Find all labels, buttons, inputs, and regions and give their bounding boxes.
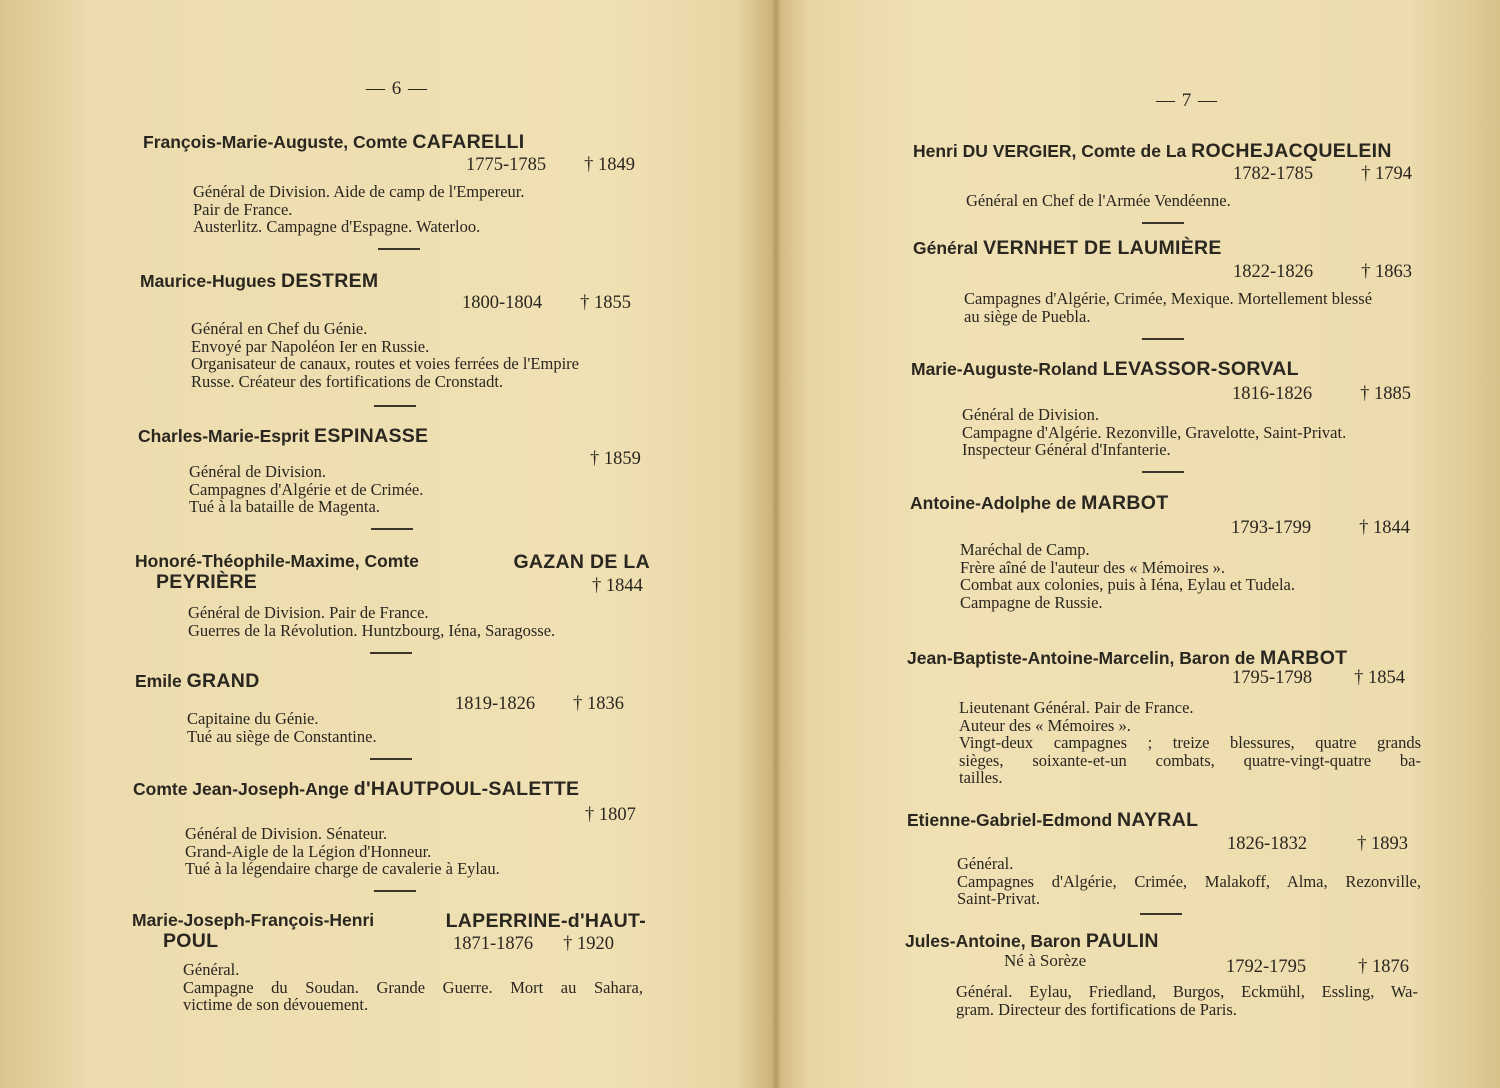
entry-dates: † 1807 <box>585 805 636 825</box>
entry-description: Campagnes d'Algérie, Crimée, Mexique. Mortellement blessé au siège de Puebla. <box>964 289 1373 326</box>
entry-dates: 1782-1785 † 1794 <box>1233 164 1413 184</box>
entry-description: Général de Division. Sénateur. Grand-Aigle de la Légion d'Honneur. Tué à la légendaire charge de cavalerie à Eylau. <box>185 824 500 878</box>
birthplace: Né à Sorèze <box>1004 951 1087 970</box>
separator-rule <box>370 652 412 654</box>
entry-name: François-Marie-Auguste, Comte CAFARELLI <box>143 131 525 153</box>
entry-dates: 1793-1799 † 1844 <box>1231 518 1411 538</box>
entry-name: Comte Jean-Joseph-Ange d'HAUTPOUL-SALETTE <box>133 778 580 800</box>
separator-rule <box>1140 913 1182 915</box>
entry-description: Lieutenant Général. Pair de France. Auteur des « Mémoires ». Vingt-deux campagnes ; treize blessures, quatre grands sièges, soixante-et-un combats, quatre-vingt-quatre ba- tailles. <box>959 698 1421 787</box>
entry-name-continued: POUL <box>163 930 219 952</box>
entry-name: Antoine-Adolphe de MARBOT <box>910 492 1169 514</box>
page-number: — 6 — <box>366 78 428 99</box>
entry-dates: † 1844 <box>592 576 643 596</box>
separator-rule <box>370 758 412 760</box>
separator-rule <box>374 890 416 892</box>
entry-description: Général. Campagnes d'Algérie, Crimée, Malakoff, Alma, Rezonville, Saint-Privat. <box>957 854 1421 908</box>
page-number: — 7 — <box>1156 90 1218 111</box>
entry-dates: 1822-1826 † 1863 <box>1233 262 1413 282</box>
entry-name: Jules-Antoine, Baron PAULIN <box>905 930 1159 952</box>
entry-dates: 1816-1826 † 1885 <box>1232 384 1412 404</box>
entry-name: Marie-Auguste-Roland LEVASSOR-SORVAL <box>911 358 1299 380</box>
entry-dates: 1795-1798 † 1854 <box>1232 668 1406 688</box>
entry-name: Charles-Marie-Esprit ESPINASSE <box>138 425 429 447</box>
entry-description: Général en Chef de l'Armée Vendéenne. <box>966 191 1231 210</box>
entry-name: Général VERNHET DE LAUMIÈRE <box>913 237 1222 259</box>
entry-description: Général de Division. Campagnes d'Algérie et de Crimée. Tué à la bataille de Magenta. <box>189 462 424 516</box>
entry-name-continued: PEYRIÈRE <box>156 571 258 593</box>
entry-description: Général en Chef du Génie. Envoyé par Napoléon Ier en Russie. Organisateur de canaux, routes et voies ferrées de l'Empire Russe. Créateur des fortifications de Cronstadt. <box>191 319 579 391</box>
entry-description: Général de Division. Campagne d'Algérie. Rezonville, Gravelotte, Saint-Privat. Inspecteur Général d'Infanterie. <box>962 405 1347 459</box>
entry-name: Etienne-Gabriel-Edmond NAYRAL <box>907 809 1199 831</box>
entry-description: Capitaine du Génie. Tué au siège de Constantine. <box>187 709 377 746</box>
entry-description: Général. Campagne du Soudan. Grande Guerre. Mort au Sahara, victime de son dévouement. <box>183 960 643 1014</box>
entry-dates: 1792-1795 † 1876 <box>1226 957 1410 977</box>
separator-rule <box>371 528 413 530</box>
entry-description: Général de Division. Pair de France. Guerres de la Révolution. Huntzbourg, Iéna, Saragosse. <box>188 603 556 640</box>
entry-name: Emile GRAND <box>135 670 260 692</box>
entry-name: Jean-Baptiste-Antoine-Marcelin, Baron de MARBOT <box>907 647 1348 669</box>
entry-dates: 1826-1832 † 1893 <box>1227 834 1409 854</box>
entry-name: Maurice-Hugues DESTREM <box>140 270 379 292</box>
entry-name: Marie-Joseph-François-Henri LAPERRINE-d'HAUT- <box>132 910 646 932</box>
entry-description: Général de Division. Aide de camp de l'Empereur. Pair de France. Austerlitz. Campagne d'Espagne. Waterloo. <box>193 182 525 236</box>
entry-dates: 1800-1804 † 1855 <box>462 293 632 313</box>
right-page <box>780 0 1500 1088</box>
entry-dates: † 1859 <box>590 449 641 469</box>
entry-name: Honoré-Théophile-Maxime, Comte GAZAN DE LA <box>135 551 650 573</box>
entry-name: Henri DU VERGIER, Comte de La ROCHEJACQUELEIN <box>913 140 1392 162</box>
separator-rule <box>1142 222 1184 224</box>
entry-dates: 1819-1826 † 1836 <box>455 694 625 714</box>
separator-rule <box>378 248 420 250</box>
entry-description: Maréchal de Camp. Frère aîné de l'auteur des « Mémoires ». Combat aux colonies, puis à Iéna, Eylau et Tudela. Campagne de Russie. <box>960 540 1295 612</box>
separator-rule <box>1142 471 1184 473</box>
entry-dates: 1775-1785 † 1849 <box>466 155 636 175</box>
separator-rule <box>374 405 416 407</box>
entry-dates: 1871-1876 † 1920 <box>453 934 615 954</box>
entry-description: Général. Eylau, Friedland, Burgos, Eckmühl, Essling, Wa- gram. Directeur des fortifications de Paris. <box>956 982 1418 1019</box>
separator-rule <box>1142 338 1184 340</box>
